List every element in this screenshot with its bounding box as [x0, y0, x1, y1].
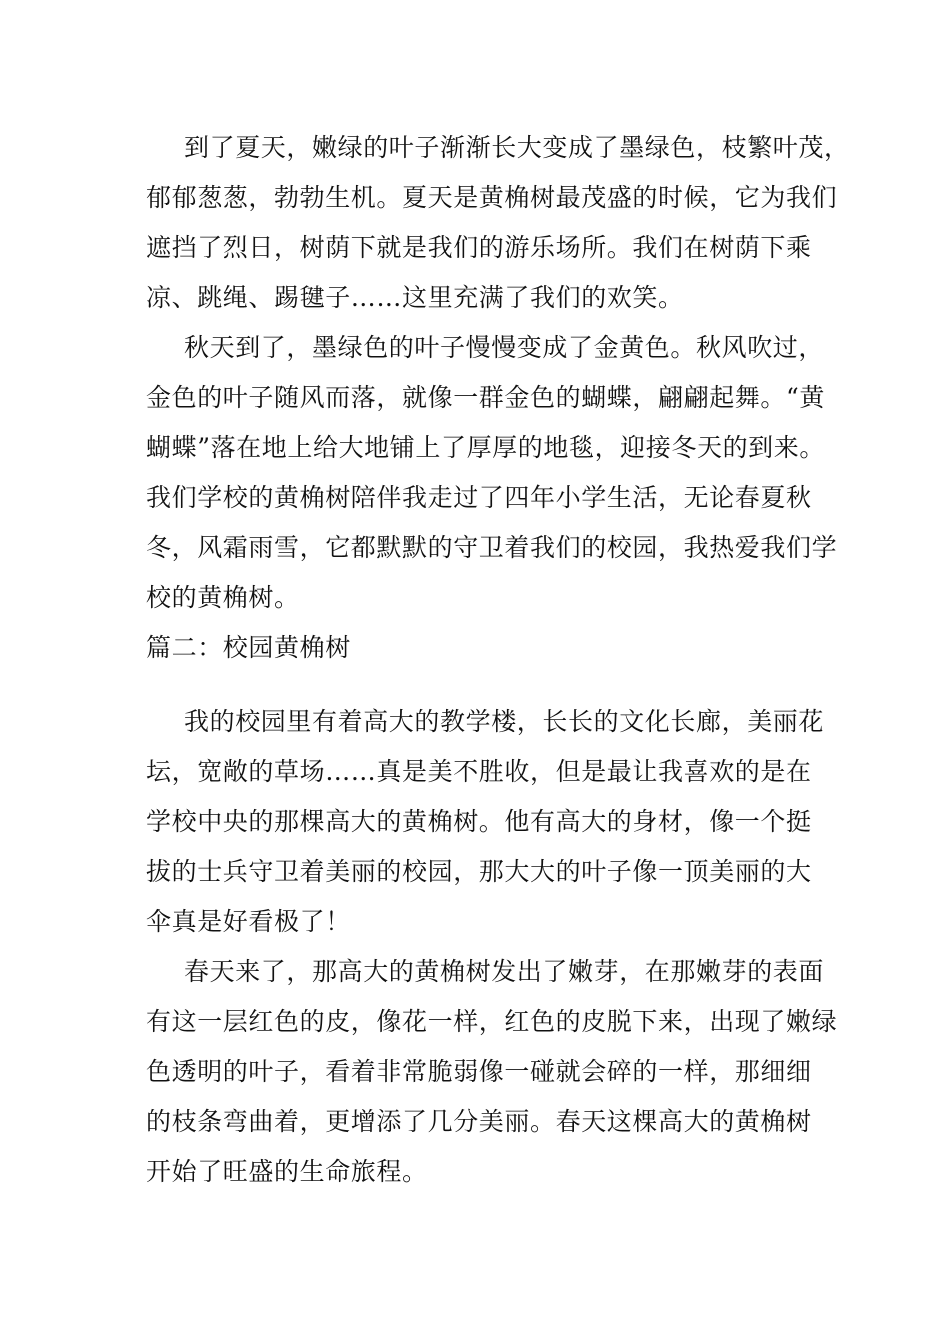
text-line: 遮挡了烈日，树荫下就是我们的游乐场所。我们在树荫下乘 [146, 233, 812, 262]
text-line: 坛，宽敞的草场……真是美不胜收，但是最让我喜欢的是在 [146, 757, 812, 786]
text-line: 蝴蝶”落在地上给大地铺上了厚厚的地毯，迎接冬天的到来。 [146, 433, 825, 462]
text-line: 凉、跳绳、踢毽子……这里充满了我们的欢笑。 [146, 283, 684, 312]
text-line: 秋天到了，墨绿色的叶子慢慢变成了金黄色。秋风吹过， [184, 333, 825, 362]
text-line: 我的校园里有着高大的教学楼，长长的文化长廊，美丽花 [184, 707, 825, 736]
text-line: 伞真是好看极了！ [146, 907, 351, 936]
text-line: 色透明的叶子，看着非常脆弱像一碰就会碎的一样，那细细 [146, 1057, 812, 1086]
text-line: 我们学校的黄桷树陪伴我走过了四年小学生活，无论春夏秋 [146, 483, 812, 512]
text-line: 春天来了，那高大的黄桷树发出了嫩芽，在那嫩芽的表面 [184, 957, 825, 986]
text-line: 郁郁葱葱，勃勃生机。夏天是黄桷树最茂盛的时候，它为我们 [146, 183, 838, 212]
text-line: 金色的叶子随风而落，就像一群金色的蝴蝶，翩翩起舞。“黄 [146, 383, 825, 412]
text-line: 有这一层红色的皮，像花一样，红色的皮脱下来，出现了嫩绿 [146, 1007, 838, 1036]
text-line: 到了夏天，嫩绿的叶子渐渐长大变成了墨绿色，枝繁叶茂， [184, 133, 850, 162]
section-heading: 篇二：校园黄桷树 [146, 633, 351, 662]
text-line: 拔的士兵守卫着美丽的校园，那大大的叶子像一顶美丽的大 [146, 857, 812, 886]
text-line: 学校中央的那棵高大的黄桷树。他有高大的身材，像一个挺 [146, 807, 812, 836]
text-line: 校的黄桷树。 [146, 583, 300, 612]
text-line: 开始了旺盛的生命旅程。 [146, 1157, 428, 1186]
text-line: 冬，风霜雨雪，它都默默的守卫着我们的校园，我热爱我们学 [146, 533, 838, 562]
text-line: 的枝条弯曲着，更增添了几分美丽。春天这棵高大的黄桷树 [146, 1107, 812, 1136]
